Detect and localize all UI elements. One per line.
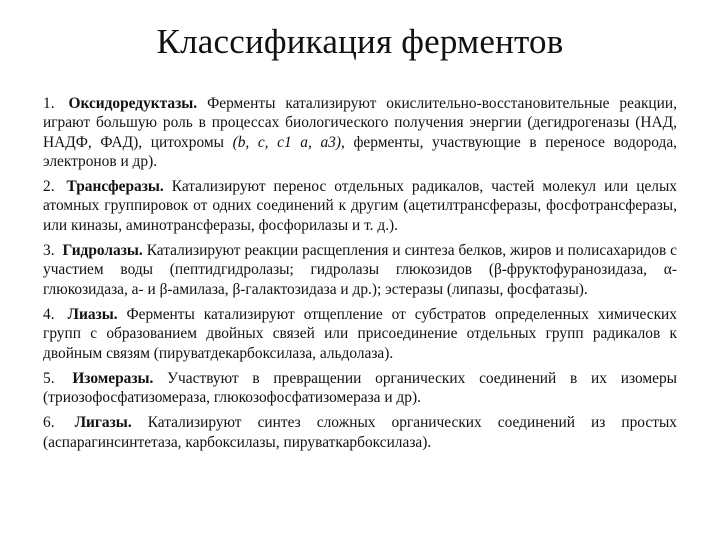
item-term: Оксидоредуктазы. [68,95,198,112]
enzyme-class-item-lyases [43,305,677,363]
item-text: Ферменты катализируют отщепление от субстратов определенных химических групп с образованием двойных связей или присоединение отдельных групп радикалов к двойным связям (пируватдекарбоксилаза, альдолаза). [43,305,677,362]
enzyme-class-item-hydrolases [43,241,677,299]
item-number: 4. [43,305,55,323]
item-number: 5. [43,369,55,387]
enzyme-class-item-transferases [43,177,677,235]
item-term: Изомеразы. [72,369,154,387]
item-number: 3. [43,242,55,260]
item-term: Трансферазы. [66,178,164,196]
item-text: Катализируют перенос отдельных радикалов, частей молекул или целых атомных группировок от одних соединений к другим (ацетилтрансферазы, фосфотрансферазы, или киназы, аминотрансферазы, фосфорилазы и т. д.). [43,178,677,234]
enzyme-class-list [43,94,677,458]
enzyme-class-item-ligases [43,413,677,452]
item-text-continued: , ферменты, участвующие в переносе водорода, электронов и др). [43,133,678,170]
item-number: 1. [43,95,55,112]
item-text: Ферменты катализируют окислительно-восстановительные реакции, играют большую роль в процессах биологического получения энергии (дегидрогеназы (НАД, НАДФ, ФАД), цитохромы [43,95,677,151]
enzyme-class-item-isomerases [43,369,677,408]
item-italic-text: (b, c, c1 a, a3) [232,133,341,151]
item-number: 2. [43,178,55,196]
item-text: Катализируют реакции расщепления и синтеза белков, жиров и полисахаридов с участием воды (пептидгидролазы; гидролазы глюкозидов (β-фруктофуранозидаза, α-глюкозидаза, а- и β-амилаза, β-галактозидаза и др.); эстеразы (липазы, фосфатазы). [43,242,677,298]
slide-title: Классификация ферментов [156,22,564,61]
item-number: 6. [43,414,55,432]
enzyme-class-item-oxidoreductases [43,94,677,171]
item-text: Катализируют синтез сложных органических соединений из простых (аспарагинсинтетаза, карбоксилазы, пируваткарбоксилаза). [43,414,677,451]
item-text: Участвуют в превращении органических соединений в их изомеры (триозофосфатизомераза, глюкозофосфатизомераза и др). [43,369,677,407]
item-term: Гидролазы. [62,242,143,260]
item-term: Лиазы. [67,305,118,323]
item-term: Лигазы. [74,414,132,432]
